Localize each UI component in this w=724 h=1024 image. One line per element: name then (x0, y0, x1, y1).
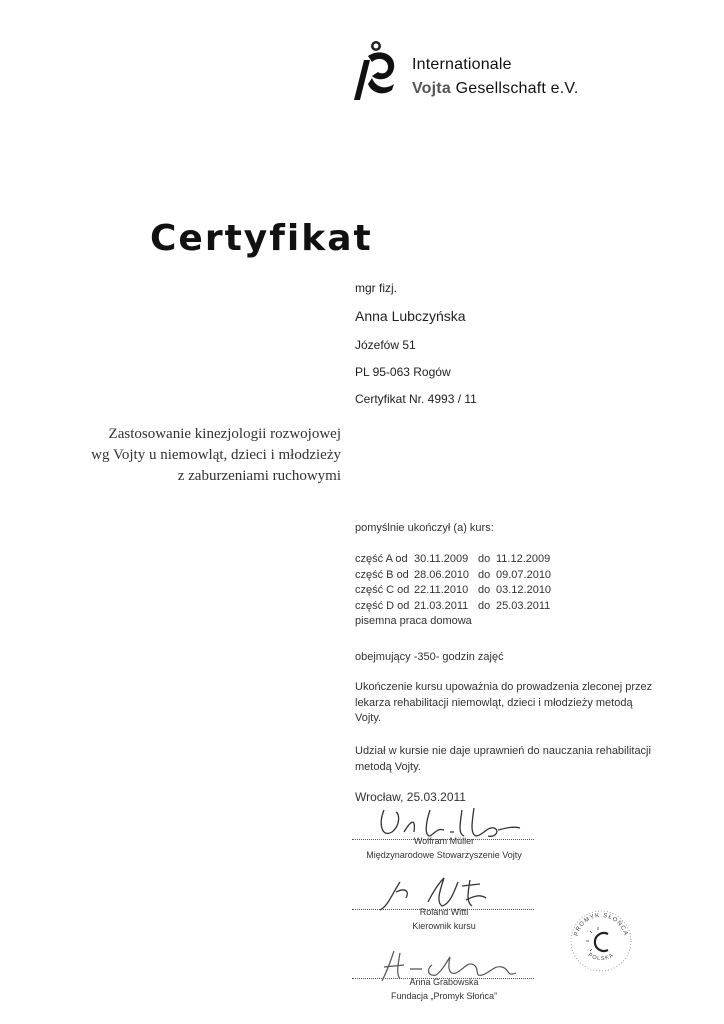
signatory-role: Fundacja „Promyk Słońca” (390, 991, 498, 1001)
homework-line: pisemna praca domowa (355, 615, 472, 627)
course-parts-list (355, 552, 551, 630)
part-from-date: 21.03.2011 (414, 599, 469, 612)
course-title-line: z zaburzeniami ruchowymi (177, 468, 341, 484)
vojta-society-logo-icon (350, 40, 398, 102)
completed-statement: pomyślnie ukończył (a) kurs: (355, 522, 494, 534)
signatory-name: Wolfram Müller (413, 836, 475, 846)
signatory-role: Kierownik kursu (412, 921, 476, 931)
organization-name-suffix: Gesellschaft e.V. (450, 80, 579, 97)
part-to-date: 09.07.2010 (496, 568, 552, 581)
recipient-city: PL 95-063 Rogów (355, 365, 451, 379)
part-to-word: do (478, 599, 491, 612)
part-from-date: 22.11.2010 (414, 584, 469, 596)
certificate-title: Certyfikat (150, 218, 373, 259)
part-from-date: 30.11.2009 (414, 553, 469, 565)
part-from-date: 28.06.2010 (414, 568, 470, 581)
course-part-row (355, 599, 551, 615)
course-hours: obejmujący -350- godzin zajęć (355, 651, 504, 663)
part-label: część C od (355, 584, 410, 596)
part-to-date: 03.12.2010 (496, 584, 552, 596)
organization-name-vojta: Vojta (412, 80, 451, 97)
signatory-name: Anna Grabowska (409, 977, 479, 987)
no-teaching-rights-text: Udział w kursie nie daje uprawnień do nauczania rehabilitacji metodą Vojty. (355, 745, 651, 773)
part-to-date: 25.03.2011 (496, 599, 551, 612)
part-label: część B od (355, 568, 409, 581)
part-to-word: do (478, 568, 491, 581)
stamp-bottom-text: POLSKA (586, 952, 616, 963)
recipient-degree: mgr fizj. (355, 281, 397, 295)
course-part-row (355, 583, 551, 599)
organization-name-line1: Internationale (412, 56, 512, 73)
part-label: część D od (355, 599, 410, 612)
recipient-street: Józefów 51 (355, 338, 416, 352)
recipient-name: Anna Lubczyńska (355, 308, 466, 324)
part-to-date: 11.12.2009 (496, 553, 551, 565)
signature-roland-wittl (370, 872, 530, 912)
part-to-word: do (478, 584, 491, 596)
course-title-line: wg Vojty u niemowląt, dzieci i młodzieży (91, 447, 341, 463)
part-to-word: do (478, 553, 491, 565)
promyk-slonca-stamp-icon (568, 908, 634, 974)
course-title (91, 424, 341, 487)
organization-name-line2 (412, 80, 578, 98)
signatory-name: Roland Wittl (419, 907, 469, 917)
svg-text:POLSKA (587, 952, 615, 962)
course-part-row (355, 552, 551, 568)
course-title-line: Zastosowanie kinezjologii rozwojowej (108, 426, 341, 442)
course-part-row (355, 568, 551, 584)
certificate-number: Certyfikat Nr. 4993 / 11 (355, 392, 477, 406)
place-and-date: Wrocław, 25.03.2011 (355, 790, 466, 804)
authorization-text: Ukończenie kursu upoważnia do prowadzenia zleconej przez lekarza rehabilitacji niemowląt, dzieci i młodzieży metodą Vojty. (355, 681, 653, 724)
part-label: część A od (355, 553, 408, 565)
signatory-role: Międzynarodowe Stowarzyszenie Vojty (366, 850, 522, 860)
stamp-top-text: PROMYK SŁOŃCA (573, 912, 629, 937)
